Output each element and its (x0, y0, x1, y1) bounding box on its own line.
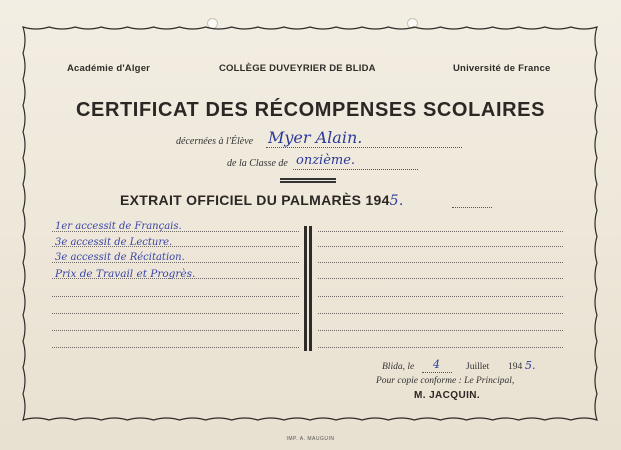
award-line (318, 246, 563, 247)
signatory-name: M. JACQUIN. (414, 390, 481, 401)
award-line (318, 296, 563, 297)
student-name: Myer Alain. (268, 128, 363, 147)
award-line (318, 262, 563, 263)
title-rule-2 (280, 181, 336, 183)
award-line (52, 330, 299, 331)
award-line (318, 278, 563, 279)
footer-conforme: Pour copie conforme : Le Principal, (376, 376, 515, 386)
header-universite: Université de France (453, 63, 551, 74)
award-line (318, 313, 563, 314)
extrait-year-digit: 5. (389, 193, 404, 209)
header-college: COLLÈGE DUVEYRIER DE BLIDA (219, 63, 376, 74)
column-separator-left (304, 226, 307, 351)
award-line (318, 347, 563, 348)
student-dotline (266, 147, 462, 148)
printer-mark: IMP. A. MAUGUIN (286, 436, 335, 442)
header-academie: Académie d'Alger (67, 63, 151, 74)
award-entry-4: Prix de Travail et Progrès. (55, 268, 196, 280)
student-label: décernées à l'Élève (176, 136, 254, 147)
class-label: de la Classe de (227, 158, 288, 169)
footer-day: 4 (433, 358, 440, 371)
award-line (318, 231, 563, 232)
extrait-label: EXTRAIT OFFICIEL DU PALMARÈS 194 (120, 192, 390, 208)
class-dotline (293, 169, 418, 170)
certificate-title: CERTIFICAT DES RÉCOMPENSES SCOLAIRES (75, 99, 546, 121)
class-value: onzième. (296, 153, 356, 168)
award-entry-2: 3e accessit de Lecture. (55, 237, 173, 248)
footer-day-dotline (422, 372, 452, 373)
footer-place: Blida, le (382, 362, 415, 372)
award-entry-3: 3e accessit de Récitation. (55, 252, 185, 263)
extrait-heading (120, 192, 404, 209)
extrait-dotline (452, 207, 492, 208)
award-line (52, 313, 299, 314)
column-separator-right (309, 226, 312, 351)
award-line (52, 296, 299, 297)
award-entry-1: 1er accessit de Français. (55, 221, 182, 232)
award-line (52, 347, 299, 348)
award-line (318, 330, 563, 331)
footer-month: Juillet (466, 362, 490, 372)
title-rule-1 (280, 178, 336, 180)
footer-year-prefix: 194 (508, 362, 523, 372)
footer-year-digit: 5. (525, 359, 536, 372)
